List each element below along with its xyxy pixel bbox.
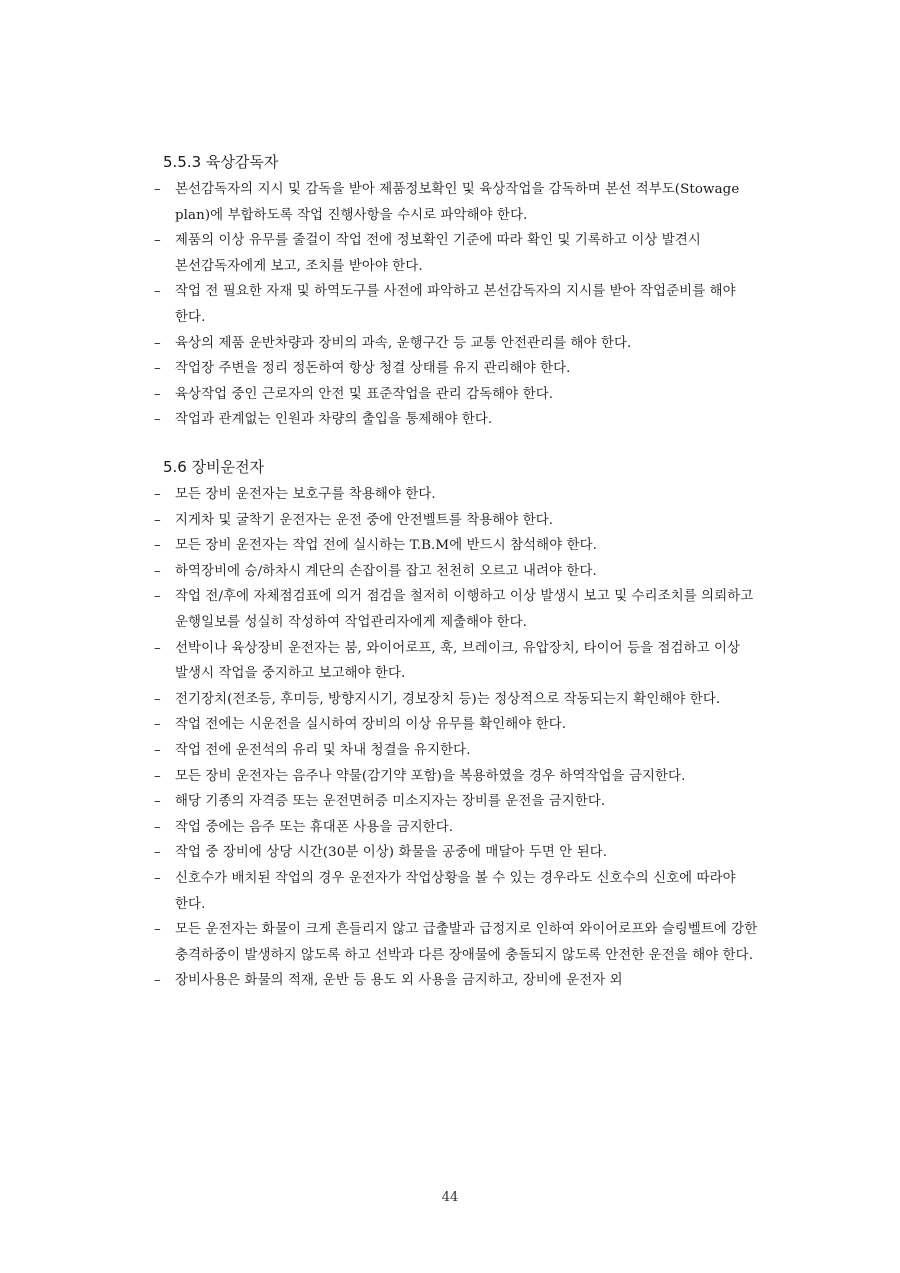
bullet-dash: – xyxy=(154,717,161,733)
list-item-text: 제품의 이상 유무를 줄걸이 작업 전에 정보확인 기준에 따라 확인 및 기록하고 이상 발견시 본선감독자에게 보고, 조치를 받아야 한다. xyxy=(175,233,701,274)
list-item xyxy=(150,815,765,841)
section-5-6 xyxy=(150,455,765,994)
list-item xyxy=(150,533,765,559)
list-item-text: 본선감독자의 지시 및 감독을 받아 제품정보확인 및 육상작업을 감독하며 본선 적부도(Stowage plan)에 부합하도록 작업 진행사항을 수시로 파악해야 한다. xyxy=(175,182,740,223)
list-item-text: 작업 중 장비에 상당 시간(30분 이상) 화물을 공중에 매달아 두면 안 된다. xyxy=(175,845,608,861)
bullet-dash: – xyxy=(154,487,161,502)
list-item xyxy=(150,407,765,433)
section-5-5-3 xyxy=(150,150,765,433)
list-item-text: 하역장비에 승/하차시 계단의 손잡이를 잡고 천천히 오르고 내려야 한다. xyxy=(175,563,597,579)
bullet-dash: – xyxy=(154,819,161,835)
bullet-dash: – xyxy=(154,361,161,377)
bullet-dash: – xyxy=(154,182,161,197)
page-number: 44 xyxy=(441,1190,459,1205)
bullet-dash: – xyxy=(154,845,161,861)
list-item-text: 모든 장비 운전자는 음주나 약물(감기약 포함)을 복용하였을 경우 하역작업을 금지한다. xyxy=(175,768,686,784)
list-item-text: 신호수가 배치된 작업의 경우 운전자가 작업상황을 볼 수 있는 경우라도 신호수의 신호에 따라야 한다. xyxy=(175,870,736,912)
list-item-text: 모든 장비 운전자는 보호구를 착용해야 한다. xyxy=(175,487,436,502)
bullet-list xyxy=(150,482,765,994)
list-item xyxy=(150,584,765,635)
list-item-text: 전기장치(전조등, 후미등, 방향지시기, 경보장치 등)는 정상적으로 작동되는지 확인해야 한다. xyxy=(175,691,721,707)
section-heading: 5.6 장비운전자 xyxy=(163,458,265,476)
bullet-dash: – xyxy=(154,335,161,351)
bullet-dash: – xyxy=(154,563,161,579)
list-item-text: 모든 운전자는 화물이 크게 흔들리지 않고 급출발과 급정지로 인하여 와이어로프와 슬링벨트에 강한 충격하중이 발생하지 않도록 하고 선박과 다른 장애물에 충돌되지 않도록 안전한 운전을 해야 한다. xyxy=(175,922,758,963)
list-item-text: 작업장 주변을 정리 정돈하여 항상 청결 상태를 유지 관리해야 한다. xyxy=(175,361,571,377)
bullet-dash: – xyxy=(154,870,161,886)
bullet-dash: – xyxy=(154,691,161,707)
list-item-text: 작업 중에는 음주 또는 휴대폰 사용을 금지한다. xyxy=(175,819,454,835)
bullet-dash: – xyxy=(154,973,161,989)
bullet-dash: – xyxy=(154,794,161,810)
bullet-dash: – xyxy=(154,768,161,784)
list-item xyxy=(150,764,765,790)
list-item xyxy=(150,356,765,382)
list-item xyxy=(150,840,765,866)
list-item-text: 지게차 및 굴착기 운전자는 운전 중에 안전벨트를 착용해야 한다. xyxy=(175,512,554,528)
list-item-text: 장비사용은 화물의 적재, 운반 등 용도 외 사용을 금지하고, 장비에 운전자 외 xyxy=(175,973,623,989)
list-item-text: 육상의 제품 운반차량과 장비의 과속, 운행구간 등 교통 안전관리를 해야 한다. xyxy=(175,335,632,351)
list-item xyxy=(150,482,765,508)
list-item xyxy=(150,331,765,357)
list-item-text: 작업 전에는 시운전을 실시하여 장비의 이상 유무를 확인해야 한다. xyxy=(175,717,567,733)
list-item-text: 작업 전 필요한 자재 및 하역도구를 사전에 파악하고 본선감독자의 지시를 받아 작업준비를 해야 한다. xyxy=(175,284,736,325)
bullet-dash: – xyxy=(154,538,161,554)
list-item-text: 모든 장비 운전자는 작업 전에 실시하는 T.B.M에 반드시 참석해야 한다. xyxy=(175,538,598,554)
bullet-dash: – xyxy=(154,412,161,428)
list-item xyxy=(150,712,765,738)
section-heading: 5.5.3 육상감독자 xyxy=(163,153,279,171)
bullet-dash: – xyxy=(154,922,161,938)
list-item-text: 작업 전/후에 자체점검표에 의거 점검을 철저히 이행하고 이상 발생시 보고 및 수리조치를 의뢰하고 운행일보를 성실히 작성하여 작업관리자에게 제출해야 한다. xyxy=(175,589,754,630)
list-item-text: 해당 기종의 자격증 또는 운전면허증 미소지자는 장비를 운전을 금지한다. xyxy=(175,794,606,810)
list-item xyxy=(150,687,765,713)
list-item xyxy=(150,508,765,534)
list-item xyxy=(150,559,765,585)
list-item xyxy=(150,968,765,994)
bullet-dash: – xyxy=(154,233,161,249)
bullet-dash: – xyxy=(154,742,161,758)
list-item xyxy=(150,228,765,279)
list-item xyxy=(150,866,765,917)
list-item-text: 작업 전에 운전석의 유리 및 차내 청결을 유지한다. xyxy=(175,742,471,758)
list-item xyxy=(150,636,765,687)
list-item xyxy=(150,279,765,330)
bullet-dash: – xyxy=(154,284,161,300)
list-item xyxy=(150,917,765,968)
list-item xyxy=(150,789,765,815)
list-item-text: 육상작업 중인 근로자의 안전 및 표준작업을 관리 감독해야 한다. xyxy=(175,386,554,402)
bullet-dash: – xyxy=(154,512,161,528)
bullet-list xyxy=(150,177,765,433)
bullet-dash: – xyxy=(154,640,161,656)
list-item xyxy=(150,738,765,764)
list-item xyxy=(150,177,765,228)
bullet-dash: – xyxy=(154,589,161,605)
list-item-text: 작업과 관계없는 인원과 차량의 출입을 통제해야 한다. xyxy=(175,412,493,428)
bullet-dash: – xyxy=(154,386,161,402)
list-item-text: 선박이나 육상장비 운전자는 붐, 와이어로프, 훅, 브레이크, 유압장치, 타이어 등을 점검하고 이상 발생시 작업을 중지하고 보고해야 한다. xyxy=(175,640,741,682)
list-item xyxy=(150,382,765,408)
